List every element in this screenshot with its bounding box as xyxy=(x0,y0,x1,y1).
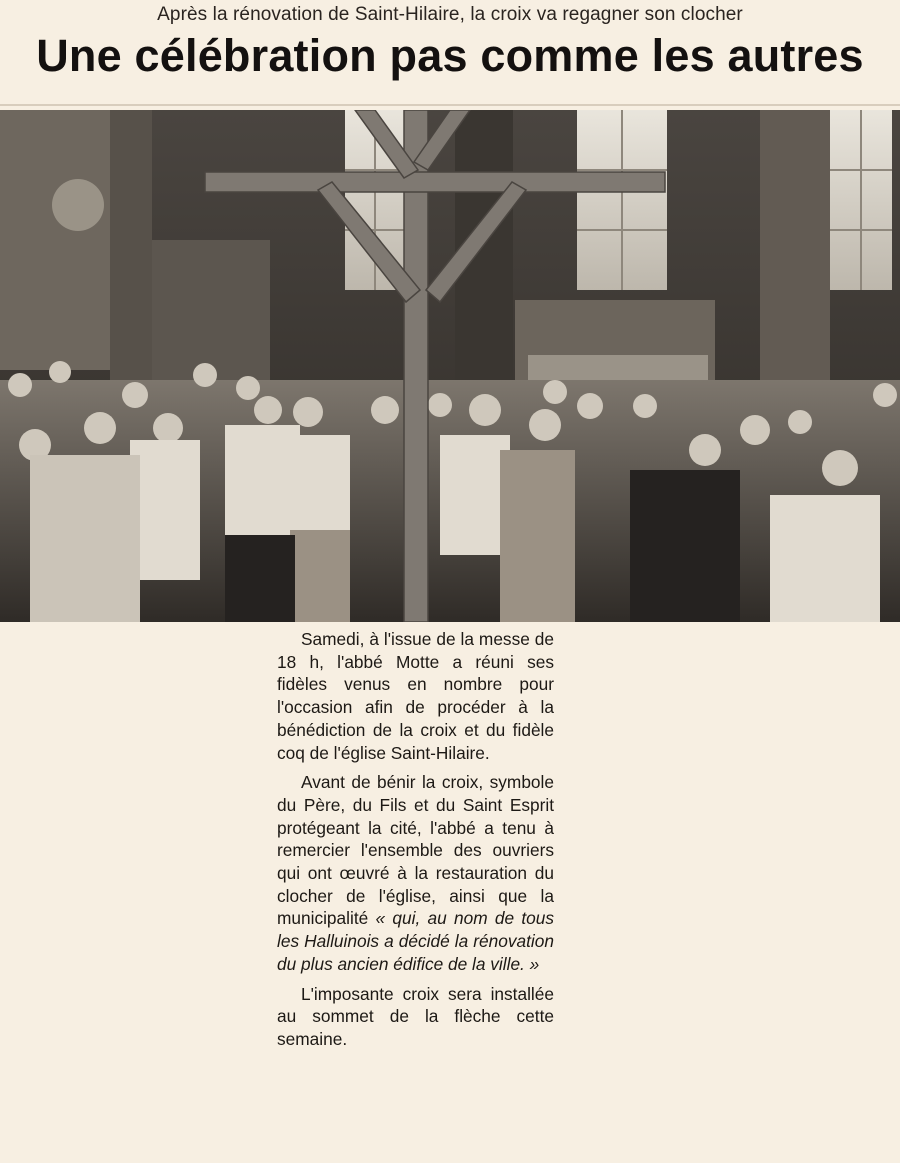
kicker: Après la rénovation de Saint-Hilaire, la croix va regagner son clocher xyxy=(157,4,743,25)
paragraph xyxy=(277,771,554,975)
article-body xyxy=(277,628,554,1058)
divider xyxy=(0,104,900,106)
paragraph: Samedi, à l'issue de la messe de 18 h, l'abbé Motte a réuni ses fidèles venus en nombre pour l'occasion afin de procéder à la bénédiction de la croix et du fidèle coq de l'église Saint-Hilaire. xyxy=(277,629,554,763)
news-photo xyxy=(0,110,900,622)
photo-illustration xyxy=(0,110,900,622)
paragraph-text: Avant de bénir la croix, symbole du Père, du Fils et du Saint Esprit protégeant la cité, l'abbé a tenu à remercier l'ensemble des ouvriers qui ont œuvré à la restauration du clocher de l'église, ainsi que la municipalité xyxy=(277,772,554,929)
headline: Une célébration pas comme les autres xyxy=(36,30,864,81)
paragraph: L'imposante croix sera installée au sommet de la flèche cette semaine. xyxy=(277,983,554,1049)
quote: « qui, au nom de tous les Halluinois a décidé la rénovation du plus ancien édifice de la ville. » xyxy=(277,908,554,974)
